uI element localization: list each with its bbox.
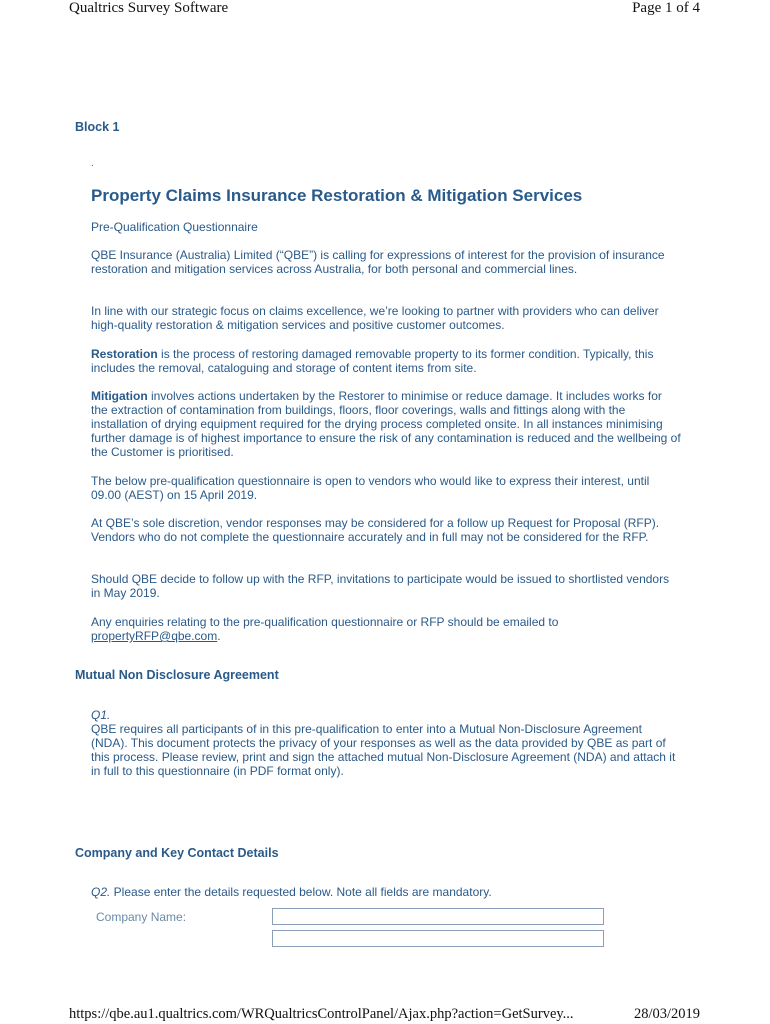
mitigation-definition: involves actions undertaken by the Restorer to minimise or reduce damage. It includes works for the extraction of contamination from buildings, floors, floor coverings, walls and fittings along with the installation of drying equipment required for the drying process completed onsite. In all instances minimising further damage is of highest importance to ensure the risk of any contamination is reduced and the wellbeing of the Customer is prioritised.	[91, 389, 681, 459]
question-2-number: Q2.	[91, 885, 111, 899]
question-2-text: Please enter the details requested below. Note all fields are mandatory.	[110, 885, 492, 899]
company-block-title: Company and Key Contact Details	[75, 846, 279, 860]
enquiries-paragraph	[91, 615, 681, 643]
email-link[interactable]: propertyRFP@qbe.com	[91, 629, 218, 643]
question-1-number: Q1.	[91, 708, 111, 722]
restoration-term: Restoration	[91, 347, 158, 361]
intro-paragraph: QBE Insurance (Australia) Limited (“QBE”) is calling for expressions of interest for the provision of insurance restoration and mitigation services across Australia, for both personal and commercial lines.	[91, 248, 665, 276]
restoration-definition: is the process of restoring damaged removable property to its former condition. Typically, this includes the removal, cataloguing and storage of content items from site.	[91, 347, 654, 375]
print-footer-date: 28/03/2019	[633, 1006, 700, 1022]
mitigation-term: Mitigation	[91, 389, 148, 403]
question-1-text: QBE requires all participants of in this pre-qualification to enter into a Mutual Non-Disclosure Agreement (NDA). This document protects the privacy of your responses as well as the data provided by QBE as part of this process. Please review, print and sign the attached mutual Non-Disclosure Agreement (NDA) and attach it in full to this questionnaire (in PDF format only).	[91, 722, 676, 778]
company-name-label: Company Name:	[96, 910, 187, 924]
nda-block-title: Mutual Non Disclosure Agreement	[75, 668, 279, 682]
separator-dot: .	[91, 158, 94, 169]
deadline-paragraph: The below pre-qualification questionnaire is open to vendors who would like to express their interest, until 09.00 (AEST) on 15 April 2019.	[91, 474, 650, 502]
restoration-paragraph	[91, 347, 681, 375]
survey-heading: Property Claims Insurance Restoration & Mitigation Services	[91, 186, 583, 205]
invitation-paragraph: Should QBE decide to follow up with the RFP, invitations to participate would be issued to shortlisted vendors in May 2019.	[91, 572, 670, 600]
print-page-number: Page 1 of 4	[632, 0, 700, 16]
survey-subheading: Pre-Qualification Questionnaire	[91, 220, 258, 234]
question-1	[91, 708, 681, 778]
strategy-paragraph: In line with our strategic focus on claims excellence, we’re looking to partner with providers who can deliver high-quality restoration & mitigation services and positive customer outcomes.	[91, 304, 659, 332]
enquiries-period: .	[217, 629, 221, 643]
mitigation-paragraph	[91, 389, 681, 459]
enquiries-text: Any enquiries relating to the pre-qualification questionnaire or RFP should be emailed to	[91, 615, 559, 629]
company-detail-input[interactable]	[272, 930, 604, 947]
question-2	[91, 885, 681, 899]
print-footer-url: https://qbe.au1.qualtrics.com/WRQualtricsControlPanel/Ajax.php?action=GetSurvey...	[69, 1006, 574, 1022]
rfp-paragraph: At QBE’s sole discretion, vendor responses may be considered for a follow up Request for Proposal (RFP). Vendors who do not complete the questionnaire accurately and in full may not be considered for the RFP.	[91, 516, 660, 544]
print-header-title: Qualtrics Survey Software	[69, 0, 229, 16]
block-1-title: Block 1	[75, 120, 120, 134]
company-name-input[interactable]	[272, 908, 604, 925]
